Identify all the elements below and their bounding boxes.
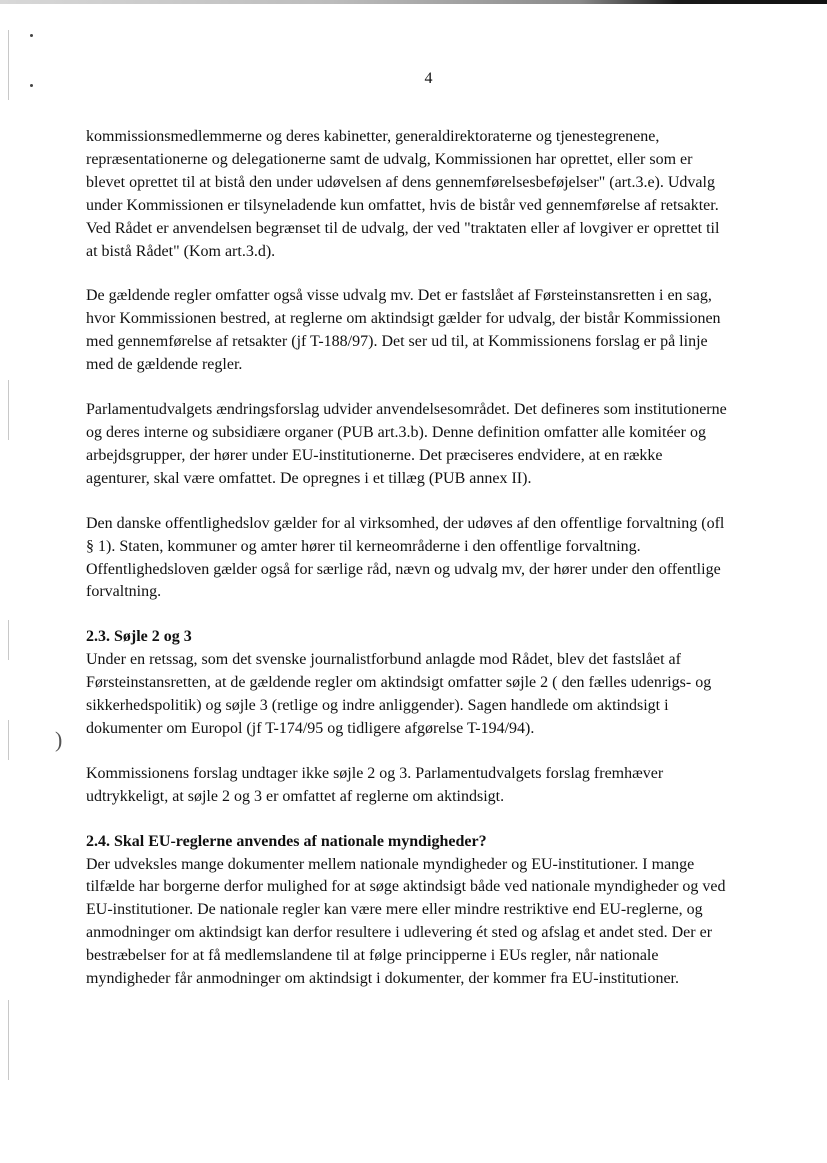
text-line: Under en retssag, som det svenske journalistforbund anlagde mod Rådet, blev det fastslået af bbox=[86, 651, 681, 669]
text-line: bestræbelser for at få medlemslandene til at følge principperne i EUs regler, når nationale bbox=[86, 947, 659, 965]
scan-speck bbox=[30, 34, 33, 37]
text-line: Den danske offentlighedslov gælder for al virksomhed, der udøves af den offentlige forvaltning (ofl bbox=[86, 514, 725, 532]
margin-mark: ) bbox=[55, 727, 63, 752]
scan-margin-line bbox=[8, 380, 9, 440]
text-line: med de gældende regler. bbox=[86, 356, 243, 374]
paragraph bbox=[86, 854, 766, 991]
scan-margin-line bbox=[8, 1000, 9, 1080]
text-line: agenturer, skal være omfattet. De opregnes i et tillæg (PUB annex II). bbox=[86, 469, 532, 487]
paragraph bbox=[86, 285, 766, 377]
text-line: sikkerhedspolitik) og søjle 3 (retlige og indre anliggender). Sagen handlede om aktindsigt i bbox=[86, 697, 669, 715]
text-line: dokumenter om Europol (jf T-174/95 og tidligere afgørelse T-194/94). bbox=[86, 719, 535, 737]
page-number: 4 bbox=[424, 70, 433, 87]
text-line: kommissionsmedlemmerne og deres kabinetter, generaldirektoraterne og tjenestegrenene, bbox=[86, 128, 660, 145]
text-line: Førsteinstansretten, at de gældende regler om aktindsigt omfatter søjle 2 ( den fælles udenrigs- og bbox=[86, 674, 712, 692]
section-heading: 2.3. Søjle 2 og 3 bbox=[86, 628, 192, 646]
text-line: Der udveksles mange dokumenter mellem nationale myndigheder og EU-institutioner. I mange bbox=[86, 855, 695, 873]
text-line: Ved Rådet er anvendelsen begrænset til de udvalg, der ved "traktaten eller af lovgiver er oprettet til bbox=[86, 219, 720, 237]
paragraph bbox=[86, 399, 766, 491]
paragraph bbox=[86, 513, 766, 605]
paragraph bbox=[86, 126, 766, 263]
text-line: og deres interne og subsidiære organer (PUB art.3.b). Denne definition omfatter alle komitéer og bbox=[86, 423, 706, 441]
paragraph bbox=[86, 763, 766, 809]
document-body bbox=[86, 126, 766, 1013]
text-line: at bistå Rådet" (Kom art.3.d). bbox=[86, 242, 276, 260]
text-line: anmodninger om aktindsigt kan derfor resultere i udlevering ét sted og afslag et andet sted. Der er bbox=[86, 924, 713, 942]
text-line: hvor Kommissionen bestred, at reglerne om aktindsigt gælder for udvalg, der bistår Kommissionen bbox=[86, 310, 721, 328]
scan-margin-line bbox=[8, 620, 9, 660]
text-line: med gennemførelse af retsakter (jf T-188/97). Det ser ud til, at Kommissionens forslag er på linje bbox=[86, 333, 708, 351]
text-line: De gældende regler omfatter også visse udvalg mv. Det er fastslået af Førsteinstansretten i en sag, bbox=[86, 287, 712, 305]
text-line: § 1). Staten, kommuner og amter hører til kerneområderne i den offentlige forvaltning. bbox=[86, 537, 641, 555]
text-line: forvaltning. bbox=[86, 583, 162, 601]
text-line: Kommissionens forslag undtager ikke søjle 2 og 3. Parlamentudvalgets forslag fremhæver bbox=[86, 764, 664, 782]
text-line: arbejdsgrupper, der hører under EU-institutionerne. Det præciseres endvidere, at en række bbox=[86, 446, 663, 464]
text-line: myndigheder får anmodninger om aktindsigt i dokumenter, der kommer fra EU-institutioner. bbox=[86, 970, 679, 988]
section-heading: 2.4. Skal EU-reglerne anvendes af nationale myndigheder? bbox=[86, 832, 487, 850]
text-line: udtrykkeligt, at søjle 2 og 3 er omfattet af reglerne om aktindsigt. bbox=[86, 787, 505, 805]
text-line: under Kommissionen er tilsyneladende kun omfattet, hvis de bistår ved gennemførelse af retsakter. bbox=[86, 196, 719, 214]
text-line: Parlamentudvalgets ændringsforslag udvider anvendelsesområdet. Det defineres som institutionerne bbox=[86, 401, 727, 419]
paragraph bbox=[86, 649, 766, 741]
scan-margin-line bbox=[8, 30, 9, 100]
text-line: repræsentationerne og delegationerne samt de udvalg, Kommissionen har oprettet, eller som er bbox=[86, 150, 693, 168]
text-line: blevet oprettet til at bistå den under udøvelsen af dens gennemførelsesbeføjelser" (art.3.e). Udvalg bbox=[86, 173, 715, 191]
scan-margin-line bbox=[8, 720, 9, 760]
text-line: Offentlighedsloven gælder også for særlige råd, nævn og udvalg mv, der hører under den offentlige bbox=[86, 560, 721, 578]
text-line: tilfælde har borgerne derfor mulighed for at søge aktindsigt både ved nationale myndigheder og ved bbox=[86, 878, 726, 896]
scan-top-edge bbox=[0, 0, 827, 4]
text-line: EU-institutioner. De nationale regler kan være mere eller mindre restriktive end EU-reglerne, og bbox=[86, 901, 703, 919]
